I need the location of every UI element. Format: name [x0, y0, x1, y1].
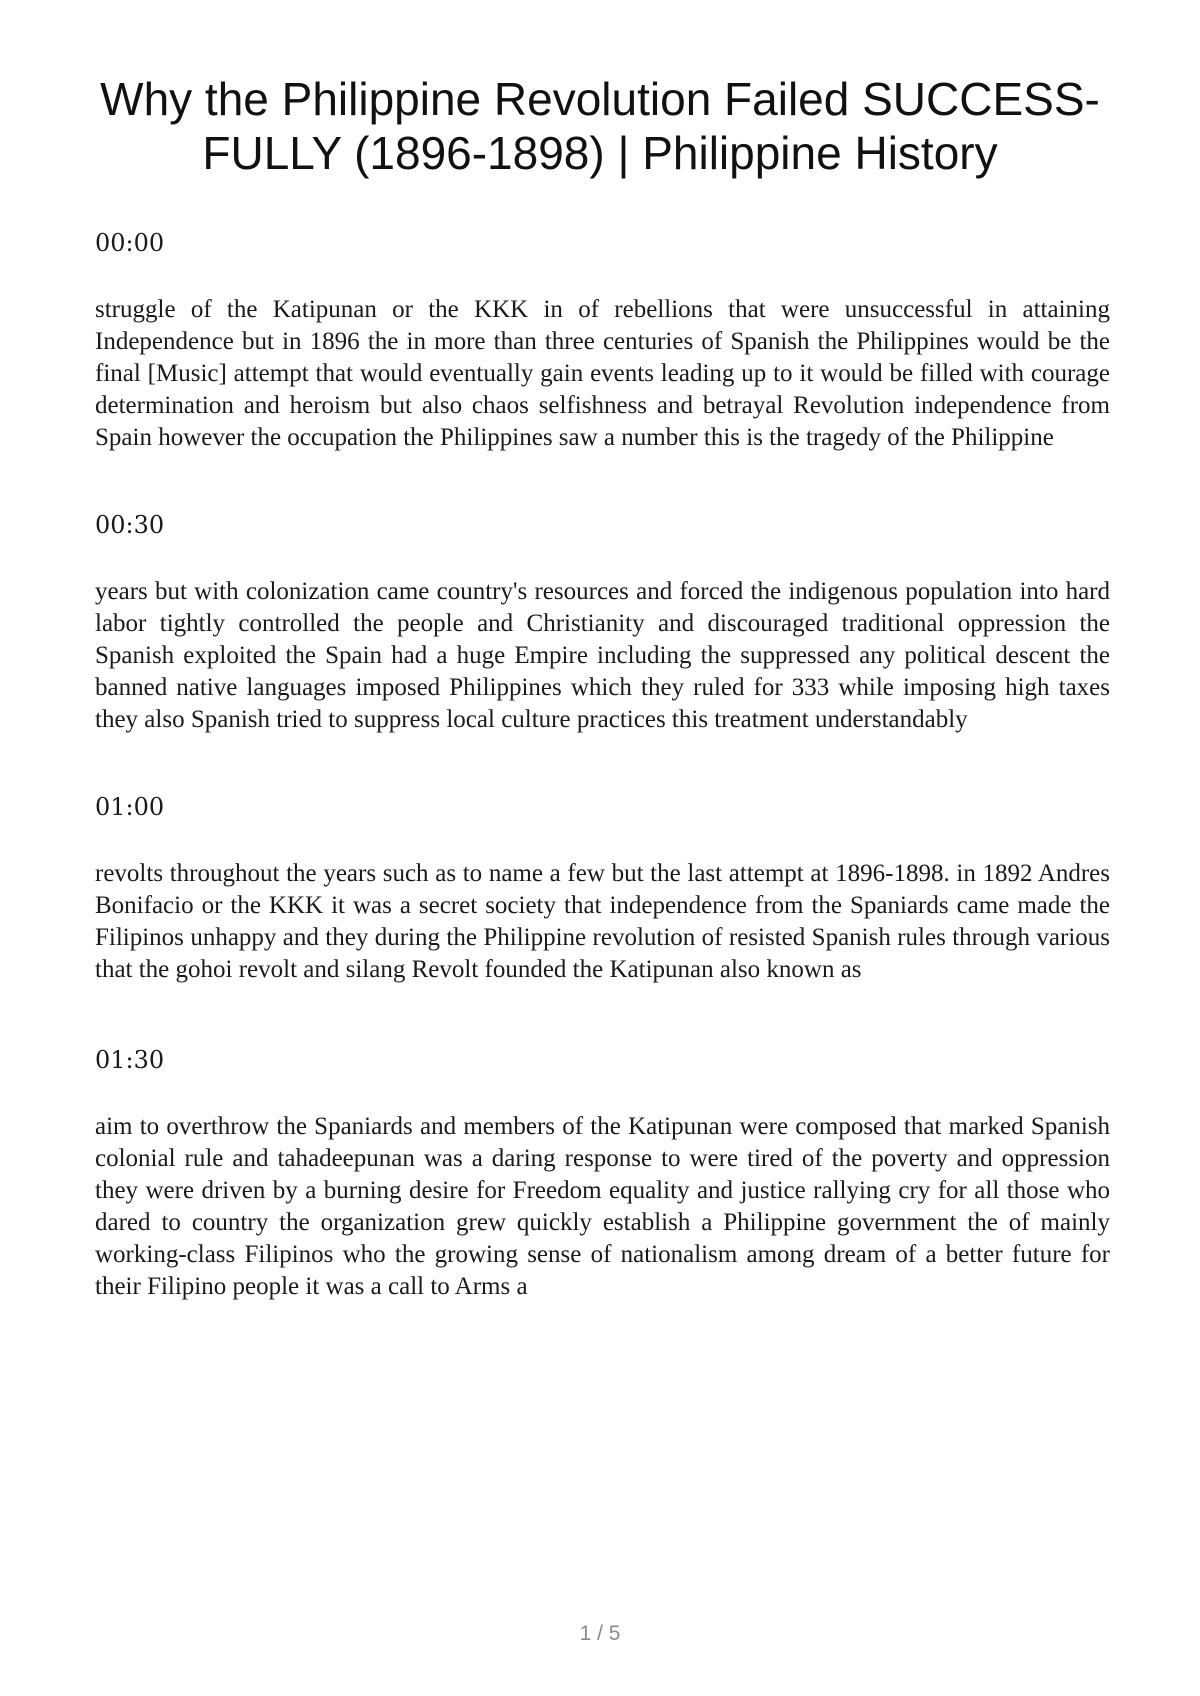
section-timestamp: 01:30	[95, 1046, 165, 1074]
transcript-section	[95, 792, 1110, 986]
section-timestamp: 00:00	[95, 229, 165, 257]
section-text: revolts throughout the years such as to name a few but the last attempt at 1896-1898. in 1892 Andres Bonifacio or the KKK it was a secret society that independence from the Spaniards came made the Filipinos unhappy and they during the Philippine revolution of resisted Spanish rules through various that the gohoi revolt and silang Revolt founded the Katipunan also known as	[95, 860, 1110, 983]
section-timestamp: 00:30	[95, 511, 165, 539]
page-number: 1 / 5	[579, 1622, 621, 1645]
transcript-section	[95, 1045, 1110, 1303]
transcript-section	[95, 228, 1110, 454]
transcript-section	[95, 510, 1110, 736]
section-text: struggle of the Katipunan or the KKK in of rebellions that were unsuccessful in attaining Independence but in 1896 the in more than three centuries of Spanish the Philippines would be the final [Music] attempt that would eventually gain events leading up to it would be filled with courage determination and heroism but also chaos selfishness and betrayal Revolution independence from Spain however the occupation the Philippines saw a number this is the tragedy of the Philippine	[95, 296, 1110, 451]
section-text: aim to overthrow the Spaniards and members of the Katipunan were composed that marked Spanish colonial rule and tahadeepunan was a daring response to were tired of the poverty and oppression they were driven by a burning desire for Freedom equality and justice rallying cry for all those who dared to country the organization grew quickly establish a Philippine government the of mainly working-class Filipinos who the growing sense of nationalism among dream of a better future for their Filipino people it was a call to Arms a	[95, 1113, 1110, 1300]
section-timestamp: 01:00	[95, 793, 165, 821]
section-text: years but with colonization came country's resources and forced the indigenous population into hard labor tightly controlled the people and Christianity and discouraged traditional oppression the Spanish exploited the Spain had a huge Empire including the suppressed any political descent the banned native languages imposed Philippines which they ruled for 333 while imposing high taxes they also Spanish tried to suppress local culture practices this treatment understandably	[95, 578, 1110, 733]
document-title: Why the Philippine Revolution Failed SUCCESS-FULLY (1896-1898) | Philippine History	[100, 73, 1100, 179]
